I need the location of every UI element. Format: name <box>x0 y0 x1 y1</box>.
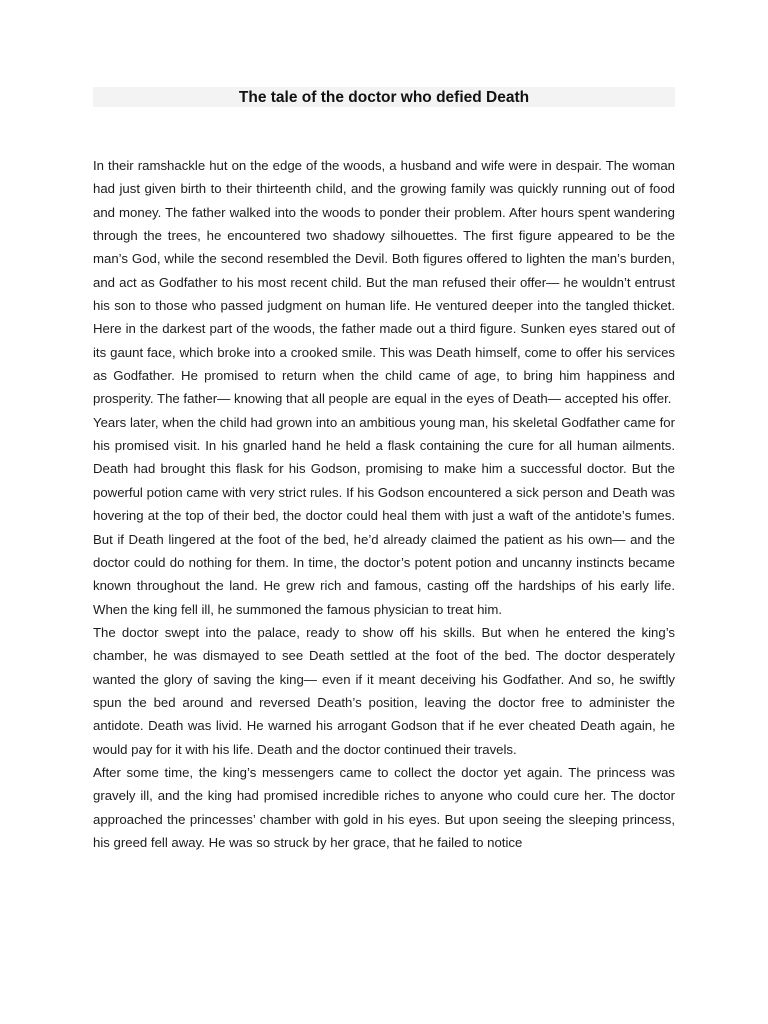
document-body <box>93 154 675 854</box>
document-title: The tale of the doctor who defied Death <box>238 89 530 106</box>
paragraph-4: After some time, the king’s messengers came to collect the doctor yet again. The princess was gravely ill, and the king had promised incredible riches to anyone who could cure her. The doctor approached the princesses’ chamber with gold in his eyes. But upon seeing the sleeping princess, his greed fell away. He was so struck by her grace, that he failed to notice <box>93 764 675 850</box>
paragraph-3: The doctor swept into the palace, ready to show off his skills. But when he entered the king’s chamber, he was dismayed to see Death settled at the foot of the bed. The doctor desperately wanted the glory of saving the king— even if it meant deceiving his Godfather. And so, he swiftly spun the bed around and reversed Death’s position, leaving the doctor free to administer the antidote. Death was livid. He warned his arrogant Godson that if he ever cheated Death again, he would pay for it with his life. Death and the doctor continued their travels. <box>93 624 675 757</box>
paragraph-1: In their ramshackle hut on the edge of the woods, a husband and wife were in despair. The woman had just given birth to their thirteenth child, and the growing family was quickly running out of food and money. The father walked into the woods to ponder their problem. After hours spent wandering through the trees, he encountered two shadowy silhouettes. The first figure appeared to be the man’s God, while the second resembled the Devil. Both figures offered to lighten the man’s burden, and act as Godfather to his most recent child. But the man refused their offer— he wouldn’t entrust his son to those who passed judgment on human life. He ventured deeper into the tangled thicket. Here in the darkest part of the woods, the father made out a third figure. Sunken eyes stared out of its gaunt face, which broke into a crooked smile. This was Death himself, come to offer his services as Godfather. He promised to return when the child came of age, to bring him happiness and prosperity. The father— knowing that all people are equal in the eyes of Death— accepted his offer. <box>93 158 675 407</box>
paragraph-2: Years later, when the child had grown into an ambitious young man, his skeletal Godfather came for his promised visit. In his gnarled hand he held a flask containing the cure for all human ailments. Death had brought this flask for his Godson, promising to make him a successful doctor. But the powerful potion came with very strict rules. If his Godson encountered a sick person and Death was hovering at the top of their bed, the doctor could heal them with just a waft of the antidote’s fumes. But if Death lingered at the foot of the bed, he’d already claimed the patient as his own— and the doctor could do nothing for them. In time, the doctor’s potent potion and uncanny instincts became known throughout the land. He grew rich and famous, casting off the hardships of his early life. When the king fell ill, he summoned the famous physician to treat him. <box>93 414 675 617</box>
